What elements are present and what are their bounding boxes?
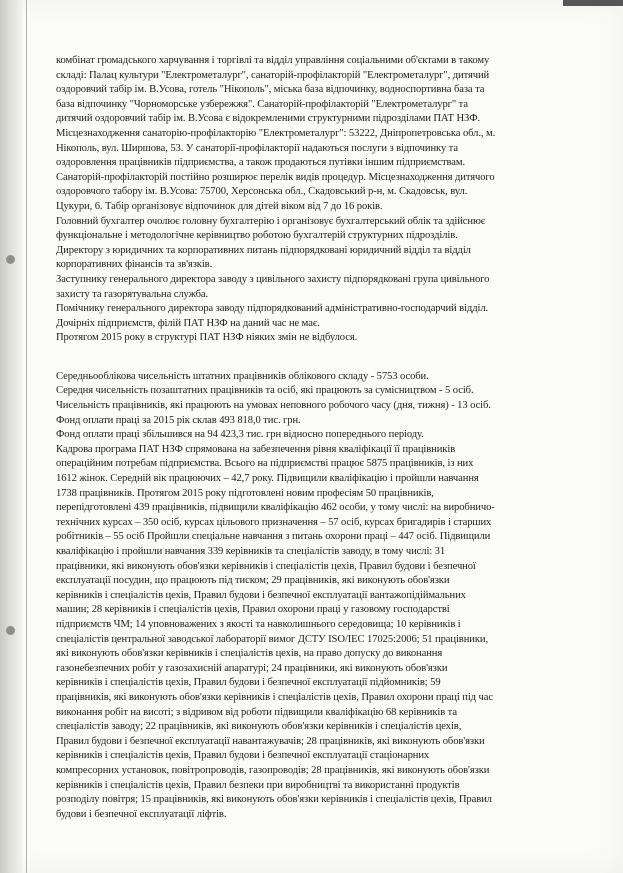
text-line: машин; 28 керівників і спеціалістів цехів, Правил охорони праці у газовому господарстві (56, 604, 450, 616)
text-line: комбінат громадського харчування і торгівлі та відділ управління соціальними об'єктами в такому (56, 55, 490, 66)
text-line: які виконують обов'язки керівників і спеціалістів цехів, на право допуску до виконання (56, 648, 443, 660)
text-line: Помічнику генерального директора заводу підпорядкований адміністративно-господарчий відділ. (56, 303, 489, 315)
section-gap (56, 346, 586, 370)
paragraph-personnel (56, 370, 586, 822)
text-line: Цукури, 6. Табір організовує відпочинок для дітей віком від 7 до 16 років. (56, 200, 383, 212)
text-line: Фонд оплати праці за 2015 рік склав 493 818,0 тис. грн. (56, 414, 301, 426)
text-line: база відпочинку "Чорноморське узбережжя". Санаторій-профілакторій "Електрометалург" та (56, 98, 468, 110)
binding-edge (0, 0, 22, 873)
text-line: Головний бухгалтер очолює головну бухгалтерію і організовує бухгалтерський облік та здійснює (56, 215, 486, 227)
text-line: компресорних установок, повітропроводів, газопроводів; 28 працівників, які виконують обов'язки (56, 764, 490, 776)
text-line: будови і безпечної експлуатації ліфтів. (56, 808, 227, 820)
text-line: корпоративних фінансів та зв'язків. (56, 259, 213, 271)
text-line: захисту та газорятувальна служба. (56, 288, 209, 300)
text-line: підприємств ЧМ; 14 уповноважених з якості та навколишнього середовища; 10 керівників і (56, 618, 461, 630)
text-line: оздоровлення працівників підприємства, а також продаються путівки іншим підприємствам. (56, 157, 465, 169)
text-line: Протягом 2015 року в структурі ПАТ НЗФ ніяких змін не відбулося. (56, 332, 358, 344)
text-line: розподілу повітря; 15 працівників, які виконують обов'язки керівників і спеціалістів цехів, Правил (56, 794, 492, 806)
text-line: функціональне і методологічне керівництво роботою бухгалтерій структурних підрозділів. (56, 230, 458, 242)
punch-hole-icon (6, 626, 15, 635)
text-line: операційним потребам підприємства. Всього на підприємстві працює 5875 працівників, із них (56, 458, 474, 470)
text-line: газонебезпечних робіт у газозахисній апаратурі; 24 працівники, які виконують обов'язки (56, 662, 448, 674)
punch-hole-icon (6, 255, 15, 264)
binding-line (26, 0, 27, 873)
text-line: Середня чисельність позаштатних працівників та осіб, які працюють за сумісництвом - 5 осіб. (56, 385, 474, 397)
text-line: оздоровчий табір ім. В.Усова, готель "Нікополь", міська база відпочинку, водноспортивна база та (56, 84, 485, 96)
text-line: виконання робіт на висоті; з відривом від роботи підвищили кваліфікацію 68 керівників та (56, 706, 457, 718)
text-line: Фонд оплати праці збільшився на 94 423,3 тис. грн відносно попереднього періоду. (56, 429, 424, 441)
text-line: Місцезнаходження санаторію-профілакторію "Електрометалург": 53222, Дніпропетровська обл., м. (56, 127, 496, 139)
text-line: кваліфікацію і пройшли навчання 339 керівників та спеціалістів заводу, в тому числі: 31 (56, 546, 446, 557)
text-line: керівників і спеціалістів цехів, Правил будови і безпечної експлуатації підйомників; 59 (56, 677, 441, 689)
text-line: спеціалістів заводу; 22 працівників, які виконують обов'язки керівників і спеціалістів цехів, (56, 721, 462, 733)
scan-edge-mark (563, 0, 623, 6)
text-line: керівників і спеціалістів цехів, Правил будови і безпечної експлуатації вантажопідіймальних (56, 589, 466, 601)
text-line: Директору з юридичних та корпоративних питань підпорядковані юридичний відділ та відділ (56, 244, 471, 256)
text-line: робітників – 55 осіб Пройшли спеціальне навчання з питань охорони праці – 447 осіб. Підвищили (56, 531, 491, 543)
document-body (56, 54, 586, 822)
text-line: оздоровчого табору ім. В.Усова: 75700, Херсонська обл., Скадовський р-н, м. Скадовськ, вул. (56, 186, 468, 198)
text-line: перепідготовлені 439 працівників, підвищили кваліфікацію 462 особи, у тому числі: на виробничо- (56, 502, 495, 514)
text-line: працівників, які виконують обов'язки керівників і спеціалістів цехів, Правил охорони праці під час (56, 691, 493, 703)
text-line: спеціалістів центральної заводської лабораторії вимог ДСТУ ISO/IEC 17025:2006; 51 працівники, (56, 633, 488, 645)
text-line: 1738 працівників. Протягом 2015 року підготовлені новим професіям 50 працівників, (56, 487, 434, 499)
text-line: Правил будови і безпечної експлуатації навантажувачів; 28 працівників, які виконують обов'язки (56, 735, 485, 747)
text-line: Нікополь, вул. Ширшова, 53. У санаторії-профілакторії надаються послуги з відпочинку та (56, 142, 458, 154)
text-line: експлуатації посудин, що працюють під тиском; 29 працівників, які виконують обов'язки (56, 575, 450, 587)
text-line: Чисельність працівників, які працюють на умовах неповного робочого часу (дня, тижня) - 13 осіб. (56, 400, 491, 412)
text-line: Дочірніх підприємств, філій ПАТ НЗФ на даний час не має. (56, 317, 320, 329)
text-line: Кадрова програма ПАТ НЗФ спрямована на забезпечення рівня кваліфікації її працівників (56, 443, 456, 455)
text-line: 1612 жінок. Середній вік працюючих – 42,7 року. Підвищили кваліфікацію і пройшли навчання (56, 473, 479, 485)
text-line: Середньооблікова чисельність штатних працівників облікового складу - 5753 особи. (56, 370, 429, 382)
text-line: Заступнику генерального директора заводу з цивільного захисту підпорядковані група цивільного (56, 273, 490, 285)
text-line: керівників і спеціалістів цехів, Правил будови і безпечної експлуатації стаціонарних (56, 750, 430, 762)
text-line: складі: Палац культури "Електрометалург", санаторій-профілакторій "Електрометалург", дитячий (56, 69, 490, 81)
text-line: Санаторій-профілакторій постійно розширює перелік видів процедур. Місцезнаходження дитячого (56, 171, 495, 183)
text-line: керівників і спеціалістів цехів, Правил безпеки при виробництві та використанні продуктів (56, 779, 460, 791)
text-line: технічних курсах – 350 осіб, курсах цільового призначення – 57 осіб, курсах бригадирів і старших (56, 516, 492, 528)
text-line: дитячий оздоровчий табір ім. В.Усова є відокремленими структурними підрозділами ПАТ НЗФ. (56, 113, 481, 125)
text-line: працівники, які виконують обов'язки керівників і спеціалістів цехів, Правил будови і безпечної (56, 560, 476, 572)
paragraph-structure (56, 54, 586, 346)
